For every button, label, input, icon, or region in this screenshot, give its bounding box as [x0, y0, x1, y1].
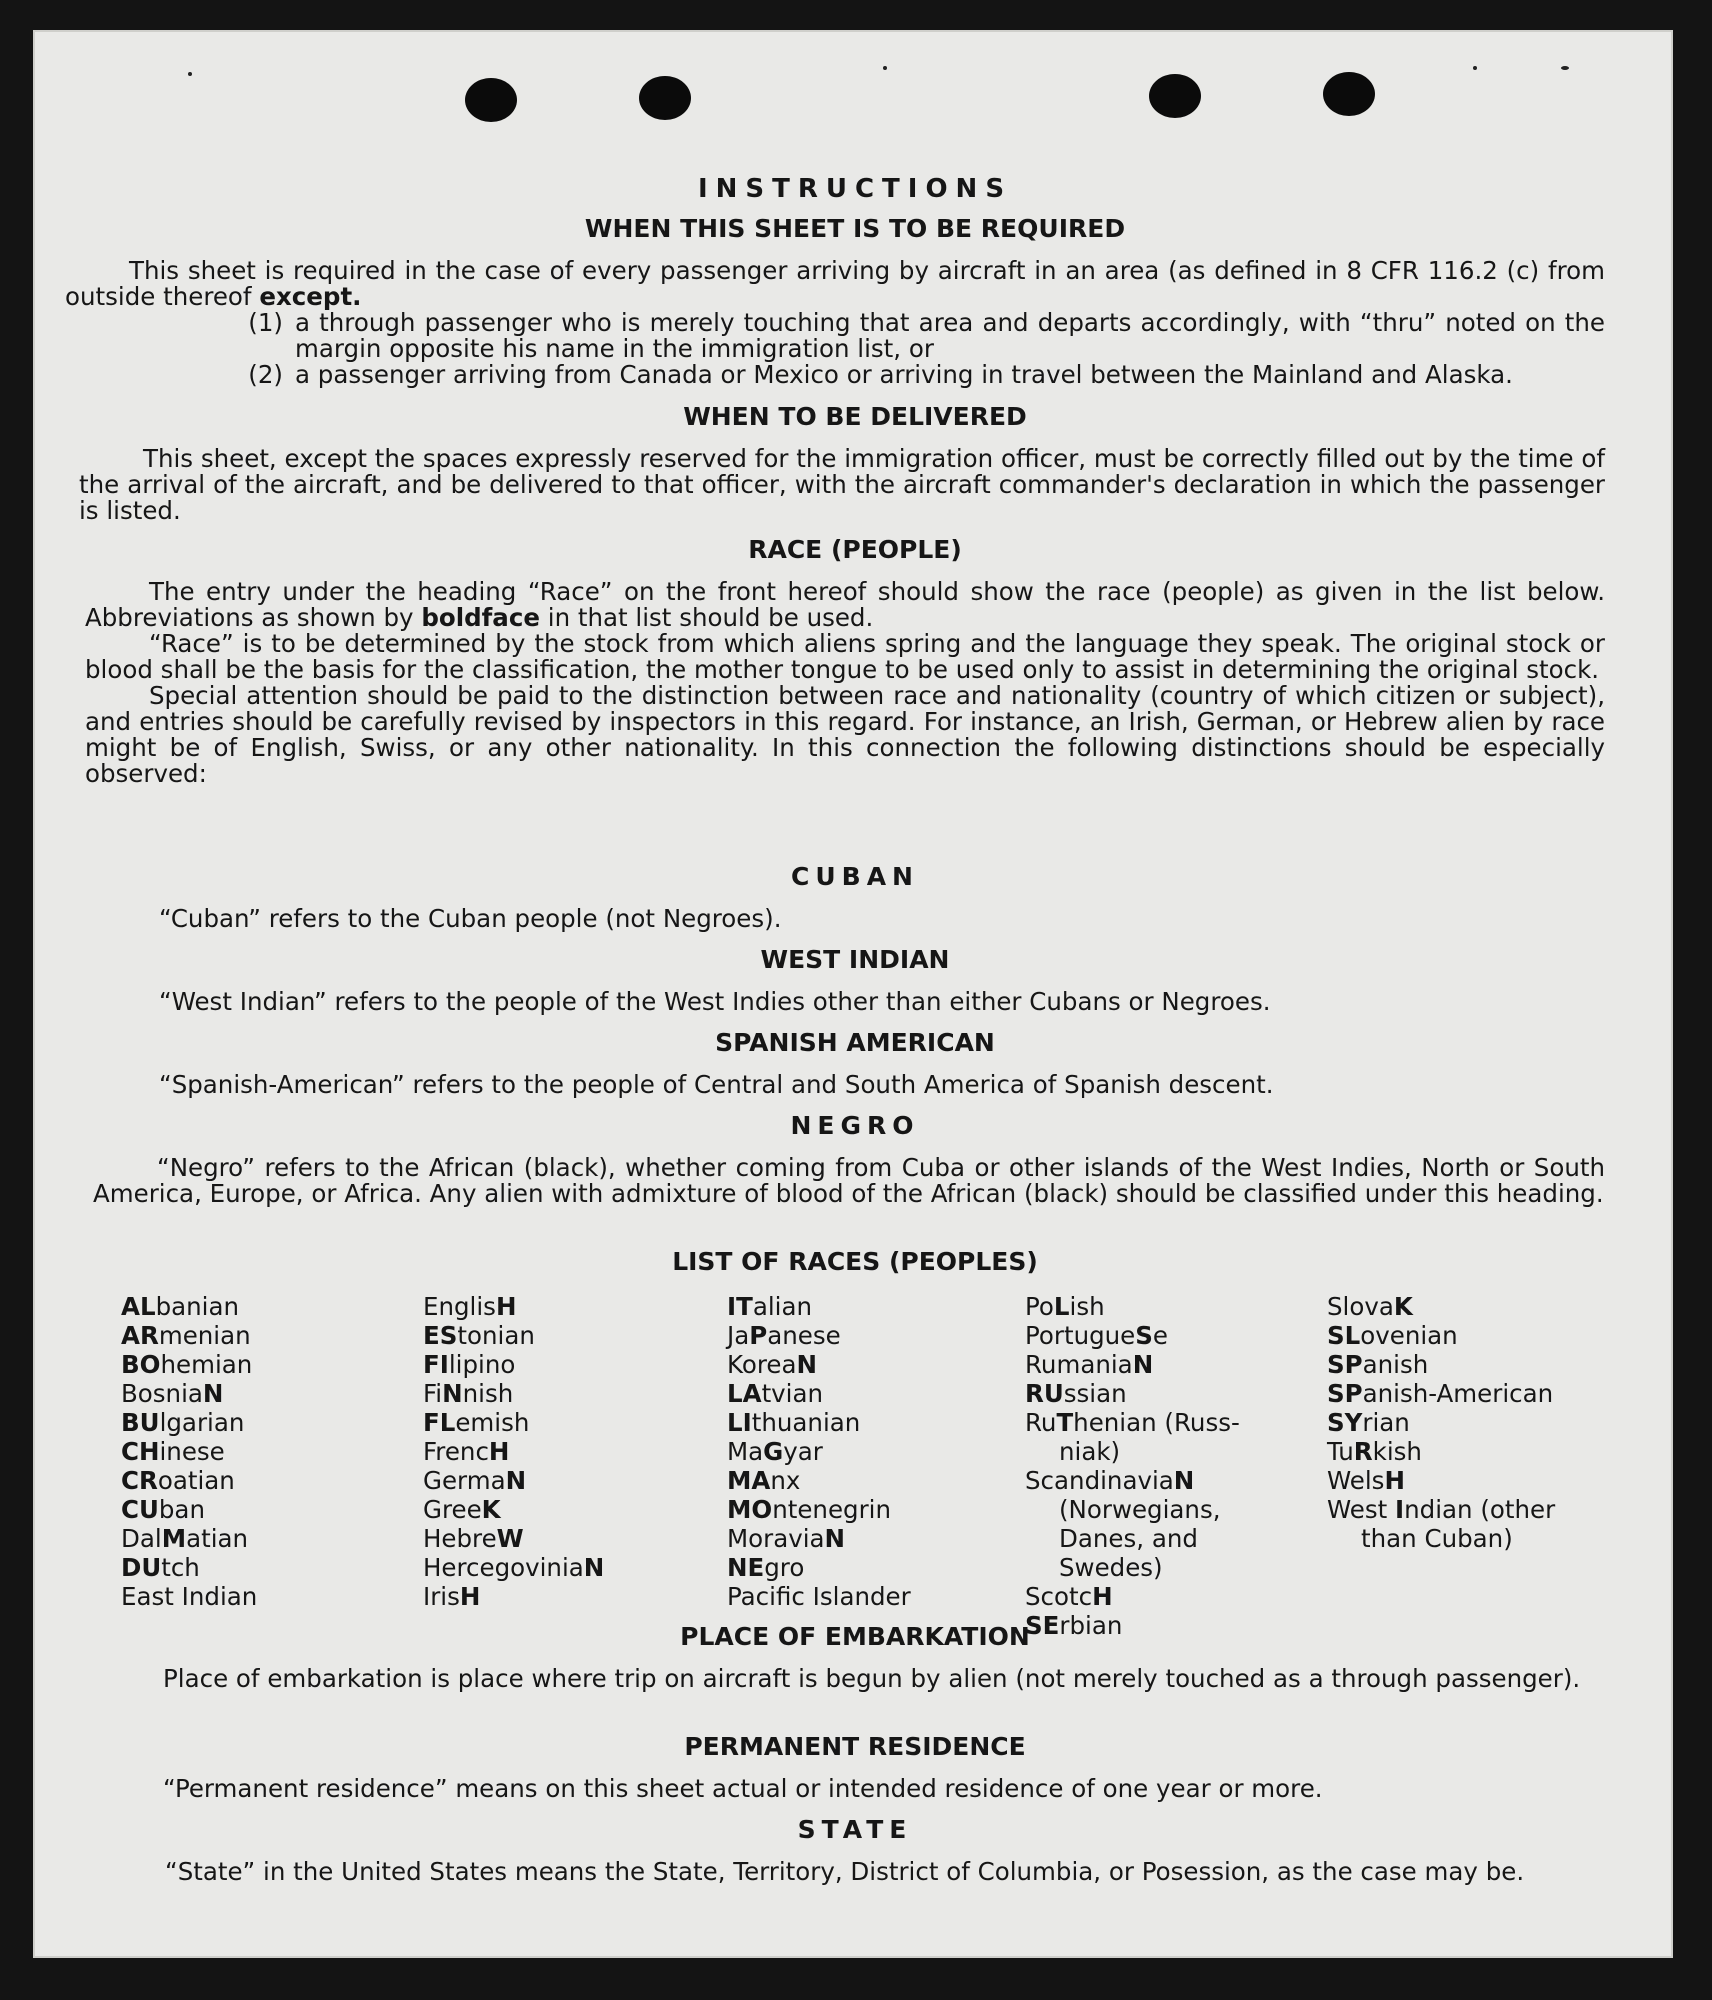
race-abbreviation: FL [423, 1408, 456, 1437]
race-text: ish [1069, 1292, 1105, 1321]
race-text: tvian [761, 1379, 824, 1408]
race-entry-continuation: (Norwegians, [1059, 1495, 1221, 1524]
section-paragraph: “Cuban” refers to the Cuban people (not Negroes). [159, 904, 782, 933]
race-text: Ma [727, 1437, 764, 1466]
race-entry [1025, 1553, 1240, 1582]
race-entry [121, 1524, 257, 1553]
race-entry [121, 1292, 257, 1321]
race-abbreviation: N [442, 1379, 463, 1408]
race-entry [1327, 1379, 1555, 1408]
race-entry [727, 1466, 911, 1495]
race-entry [423, 1292, 604, 1321]
race-entry [727, 1553, 911, 1582]
race-abbreviation: BO [121, 1350, 161, 1379]
race-entry [121, 1379, 257, 1408]
race-abbreviation: N [202, 1379, 224, 1408]
section-delivered [79, 402, 1605, 525]
section-heading: NEGRO [790, 1111, 920, 1140]
race-entry [727, 1408, 911, 1437]
race-entry [727, 1524, 911, 1553]
section-heading: PLACE OF EMBARKATION [680, 1622, 1030, 1651]
race-entry [727, 1379, 911, 1408]
race-text: e [1152, 1321, 1168, 1350]
race-entry [121, 1495, 257, 1524]
speck [883, 66, 887, 70]
speck [1473, 66, 1477, 70]
race-entry-continuation: Danes, and [1059, 1524, 1198, 1553]
section-paragraph: “Negro” refers to the African (black), whether coming from Cuba or other islands of the West Indies, North or South America, Europe, or Africa. Any alien with admixture of blood of the African (black) should be classified under this heading. [93, 1153, 1605, 1208]
race-entry [1025, 1408, 1240, 1437]
section-paragraph [85, 579, 1605, 631]
section-negro [93, 1111, 1605, 1208]
race-abbreviation: CU [121, 1495, 159, 1524]
race-abbreviation: MA [727, 1466, 771, 1495]
section-state [105, 1815, 1605, 1885]
race-text: tonian [457, 1321, 535, 1350]
race-text: kish [1372, 1437, 1422, 1466]
race-abbreviation: S [1135, 1321, 1153, 1350]
race-abbreviation: H [1092, 1582, 1113, 1611]
item-number: (1) [248, 308, 283, 337]
race-abbreviation: AL [121, 1292, 156, 1321]
race-text: Wels [1327, 1466, 1385, 1495]
race-text: atian [186, 1524, 249, 1553]
section-heading: WEST INDIAN [760, 945, 950, 974]
race-entry [1327, 1466, 1555, 1495]
section-race [85, 535, 1605, 788]
section-paragraph [65, 258, 1605, 310]
race-entry [121, 1466, 257, 1495]
race-text: henian (Russ- [1073, 1408, 1240, 1437]
race-text: lipino [448, 1350, 516, 1379]
race-abbreviation: FI [423, 1350, 449, 1379]
race-abbreviation: K [481, 1495, 501, 1524]
section-paragraph: “West Indian” refers to the people of the West Indies other than either Cubans or Negroes. [159, 987, 1271, 1016]
race-abbreviation: NE [727, 1553, 765, 1582]
race-entry [423, 1553, 604, 1582]
race-text: Gree [423, 1495, 482, 1524]
section-cuban [105, 862, 1605, 932]
race-abbreviation: SP [1327, 1379, 1363, 1408]
section-paragraph: “Permanent residence” means on this sheet actual or intended residence of one year or more. [163, 1774, 1323, 1803]
document-sheet [33, 30, 1673, 1958]
race-entry [121, 1553, 257, 1582]
race-text: anish-American [1362, 1379, 1554, 1408]
race-entry [727, 1495, 911, 1524]
race-entry [1327, 1321, 1555, 1350]
races-column [1025, 1292, 1240, 1640]
race-abbreviation: T [1056, 1408, 1074, 1437]
race-abbreviation: LI [727, 1408, 752, 1437]
race-text: Bosnia [121, 1379, 203, 1408]
race-entry [1327, 1495, 1555, 1524]
race-entry [121, 1582, 257, 1611]
race-entry [1025, 1379, 1240, 1408]
race-text: Rumania [1025, 1350, 1133, 1379]
section-embarkation [105, 1622, 1605, 1692]
race-text: Korea [727, 1350, 797, 1379]
race-entry [1025, 1582, 1240, 1611]
race-text: ovenian [1360, 1321, 1458, 1350]
race-abbreviation: N [1173, 1466, 1195, 1495]
bold-text: boldface [421, 603, 540, 632]
race-entry [1327, 1437, 1555, 1466]
race-entry [121, 1350, 257, 1379]
race-entry [423, 1466, 604, 1495]
race-text: lgarian [159, 1408, 245, 1437]
section-heading: SPANISH AMERICAN [715, 1028, 995, 1057]
race-entry [121, 1437, 257, 1466]
section-spanish-american [105, 1028, 1605, 1098]
race-entry [423, 1350, 604, 1379]
race-entry [1025, 1524, 1240, 1553]
punch-hole [465, 78, 517, 122]
race-text: Dal [121, 1524, 162, 1553]
race-abbreviation: IT [727, 1292, 753, 1321]
race-text: Hercegovinia [423, 1553, 584, 1582]
race-entry [423, 1408, 604, 1437]
section-west-indian [105, 945, 1605, 1015]
page-title: INSTRUCTIONS [697, 174, 1013, 204]
race-abbreviation: R [1353, 1437, 1373, 1466]
race-entry [1025, 1292, 1240, 1321]
race-entry [121, 1321, 257, 1350]
race-abbreviation: SP [1327, 1350, 1363, 1379]
race-text: Ja [727, 1321, 750, 1350]
race-text: emish [455, 1408, 530, 1437]
race-abbreviation: H [459, 1582, 481, 1611]
race-text: ndian (other [1404, 1495, 1556, 1524]
race-text: Po [1025, 1292, 1054, 1321]
item-number: (2) [248, 360, 283, 389]
speck [1561, 66, 1569, 70]
race-abbreviation: H [1384, 1466, 1405, 1495]
race-text: anish [1362, 1350, 1429, 1379]
race-entry [423, 1495, 604, 1524]
race-abbreviation: H [495, 1292, 517, 1321]
race-abbreviation: ES [423, 1321, 458, 1350]
race-abbreviation: BU [121, 1408, 160, 1437]
race-text: banian [155, 1292, 240, 1321]
section-paragraph: “Spanish-American” refers to the people of Central and South America of Spanish descent. [159, 1070, 1274, 1099]
race-abbreviation: W [496, 1524, 524, 1553]
race-text: ntenegrin [772, 1495, 891, 1524]
race-abbreviation: N [796, 1350, 817, 1379]
bold-text: except. [259, 282, 362, 311]
race-text: Pacific Islander [727, 1582, 911, 1611]
section-paragraph: “State” in the United States means the State, Territory, District of Columbia, or Posession, as the case may be. [165, 1857, 1525, 1886]
race-entry [121, 1408, 257, 1437]
race-entry [1025, 1437, 1240, 1466]
race-entry [727, 1582, 911, 1611]
section-heading: PERMANENT RESIDENCE [684, 1732, 1026, 1761]
race-text: menian [158, 1321, 251, 1350]
race-text: Hebre [423, 1524, 497, 1553]
race-abbreviation: N [824, 1524, 846, 1553]
race-abbreviation: RU [1025, 1379, 1064, 1408]
race-text: inese [159, 1437, 225, 1466]
list-item [105, 310, 1605, 362]
race-abbreviation: LA [727, 1379, 762, 1408]
race-entry [423, 1437, 604, 1466]
section-paragraph: “Race” is to be determined by the stock from which aliens spring and the language they speak. The original stock or blood shall be the basis for the classification, the mother tongue to be used only to assist in determining the original stock. [85, 629, 1605, 684]
race-text: Slova [1327, 1292, 1394, 1321]
item-text: a through passenger who is merely touching that area and departs accordingly, with “thru” noted on the margin opposite his name in the immigration list, or [295, 308, 1605, 363]
title-block [105, 174, 1605, 204]
section-heading: CUBAN [791, 862, 919, 891]
section-heading: STATE [797, 1815, 913, 1844]
race-entry [1327, 1524, 1555, 1553]
section-permanent-residence [105, 1732, 1605, 1802]
race-entry [1025, 1350, 1240, 1379]
race-text: West [1327, 1495, 1396, 1524]
race-text: Scotc [1025, 1582, 1093, 1611]
race-entry [423, 1379, 604, 1408]
section-heading: WHEN THIS SHEET IS TO BE REQUIRED [584, 214, 1126, 243]
race-text: Frenc [423, 1437, 489, 1466]
race-text: Portugue [1025, 1321, 1136, 1350]
race-text: Fi [423, 1379, 443, 1408]
punch-hole [1149, 74, 1201, 118]
race-text: gro [764, 1553, 805, 1582]
race-text: nish [462, 1379, 514, 1408]
races-column [121, 1292, 257, 1611]
race-text: Moravia [727, 1524, 825, 1553]
race-entry [727, 1350, 911, 1379]
race-abbreviation: SL [1327, 1321, 1361, 1350]
race-entry [1327, 1350, 1555, 1379]
race-abbreviation: MO [727, 1495, 773, 1524]
races-column [423, 1292, 604, 1611]
race-abbreviation: N [583, 1553, 605, 1582]
race-text: anese [767, 1321, 841, 1350]
race-entry [423, 1321, 604, 1350]
race-abbreviation: M [161, 1524, 187, 1553]
race-text: Tu [1327, 1437, 1354, 1466]
race-abbreviation: K [1393, 1292, 1413, 1321]
race-entry [727, 1321, 911, 1350]
race-text: Scandinavia [1025, 1466, 1174, 1495]
paragraph-text: The entry under the heading “Race” on the front hereof should show the race (people) as given in the list below. Abbreviations as shown by [85, 577, 1605, 632]
race-entry [1327, 1408, 1555, 1437]
race-text: yar [783, 1437, 823, 1466]
race-text: tch [161, 1553, 200, 1582]
race-abbreviation: H [488, 1437, 510, 1466]
section-required [65, 214, 1605, 389]
punch-hole [1323, 72, 1375, 116]
punch-hole [639, 76, 691, 120]
race-abbreviation: G [763, 1437, 784, 1466]
races-column [1327, 1292, 1555, 1553]
race-abbreviation: AR [121, 1321, 159, 1350]
race-abbreviation: SE [1025, 1611, 1060, 1640]
race-entry [727, 1437, 911, 1466]
race-entry [1025, 1466, 1240, 1495]
race-abbreviation: P [749, 1321, 768, 1350]
section-paragraph: This sheet, except the spaces expressly reserved for the immigration officer, must be correctly filled out by the time of the arrival of the aircraft, and be delivered to that officer, with the aircraft commander's declaration in which the passenger is listed. [79, 444, 1605, 525]
race-entry-continuation: niak) [1059, 1437, 1121, 1466]
race-text: rian [1362, 1408, 1410, 1437]
race-abbreviation: DU [121, 1553, 162, 1582]
race-text: ban [158, 1495, 205, 1524]
section-heading: LIST OF RACES (PEOPLES) [672, 1247, 1038, 1276]
race-abbreviation: I [1395, 1495, 1405, 1524]
race-entry [1025, 1321, 1240, 1350]
race-text: rbian [1059, 1611, 1123, 1640]
race-text: nx [770, 1466, 801, 1495]
race-entry [423, 1582, 604, 1611]
race-entry-continuation: than Cuban) [1361, 1524, 1513, 1553]
speck [188, 72, 192, 76]
race-abbreviation: CH [121, 1437, 160, 1466]
races-column [727, 1292, 911, 1611]
races-list [121, 1292, 1621, 1642]
race-entry [423, 1524, 604, 1553]
race-abbreviation: L [1053, 1292, 1070, 1321]
race-abbreviation: N [1132, 1350, 1154, 1379]
race-text: Englis [423, 1292, 496, 1321]
paragraph-text: This sheet is required in the case of every passenger arriving by aircraft in an area (as defined in 8 CFR 116.2 (c) from outside thereof [65, 256, 1605, 311]
item-text: a passenger arriving from Canada or Mexico or arriving in travel between the Mainland and Alaska. [295, 360, 1513, 389]
race-text: ssian [1063, 1379, 1127, 1408]
race-text: alian [752, 1292, 812, 1321]
race-abbreviation: SY [1327, 1408, 1363, 1437]
section-list-of-races [105, 1247, 1605, 1277]
race-abbreviation: CR [121, 1466, 158, 1495]
race-text: thuanian [751, 1408, 861, 1437]
race-entry [1025, 1495, 1240, 1524]
race-text: Ru [1025, 1408, 1057, 1437]
paragraph-text: in that list should be used. [547, 603, 874, 632]
section-paragraph: Special attention should be paid to the distinction between race and nationality (country of which citizen or subject), and entries should be carefully revised by inspectors in this regard. For instance, an Irish, German, or Hebrew alien by race might be of English, Swiss, or any other nationality. In this connection the following distinctions should be especially observed: [85, 681, 1605, 788]
race-text: Iris [423, 1582, 460, 1611]
race-text: East Indian [121, 1582, 258, 1611]
race-text: Germa [423, 1466, 506, 1495]
section-paragraph: Place of embarkation is place where trip on aircraft is begun by alien (not merely touched as a through passenger). [163, 1664, 1581, 1693]
race-entry [1327, 1292, 1555, 1321]
race-entry [727, 1292, 911, 1321]
section-heading: WHEN TO BE DELIVERED [683, 402, 1027, 431]
race-text: hemian [160, 1350, 253, 1379]
section-heading: RACE (PEOPLE) [748, 535, 962, 564]
list-item [105, 362, 1605, 388]
race-text: oatian [157, 1466, 235, 1495]
race-abbreviation: N [505, 1466, 527, 1495]
race-entry-continuation: Swedes) [1059, 1553, 1163, 1582]
